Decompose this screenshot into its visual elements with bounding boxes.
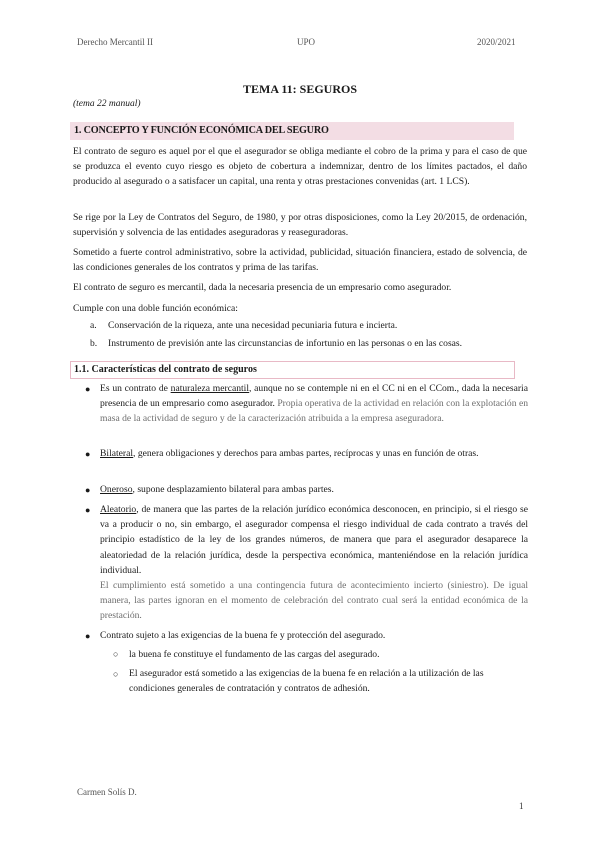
bullet-icon: ● [85,384,91,394]
bullet-icon: ● [85,449,91,459]
bullet-icon: ● [85,505,91,515]
page-subtitle: (tema 22 manual) [73,99,141,109]
bullet-icon: ● [85,485,91,495]
paragraph-mercantile: El contrato de seguro es mercantil, dada la necesaria presencia de un empresario como asegurador. [73,282,452,293]
header-year: 2020/2021 [477,37,516,47]
bullet-oneroso: Oneroso, supone desplazamiento bilateral para ambas partes. [100,484,334,495]
section-heading-1: 1. CONCEPTO Y FUNCIÓN ECONÓMICA DEL SEGURO [70,122,514,140]
header-course: Derecho Mercantil II [77,37,153,47]
page-title: TEMA 11: SEGUROS [242,82,358,96]
footer-author: Carmen Solís D. [77,787,137,797]
bullet-mercantile: Es un contrato de naturaleza mercantil, aunque no se contemple ni en el CC ni en el CCom., dada la necesaria presencia de un empresario como asegurador. Propia operativa de la actividad en relación con la explotación en masa de la actividad de seguro y de la caracterización atribuida a la empresa aseguradora. [100,383,528,425]
bullet-icon: ● [85,631,91,641]
bullet-aleatorio-note: El cumplimiento está sometido a una contingencia futura de acontecimiento incierto (siniestro). De igual manera, las partes ignoran en el momento de celebración del contrato cual será la entidad económica de la prestación. [100,580,528,622]
bullet-buena-fe: Contrato sujeto a las exigencias de la buena fe y protección del asegurado. [100,630,386,641]
list-marker: b. [90,338,98,349]
sub-bullet-icon: ○ [113,649,119,659]
paragraph-definition: El contrato de seguro es aquel por el que el asegurador se obliga mediante el cobro de la prima y para el caso de que se produzca el evento cuyo riesgo es objeto de cobertura a indemnizar, dentro de los límites pactados, el daño producido al asegurado o a satisfacer un capital, una renta y otras prestaciones convenidas (art. 1 LCS). [73,146,527,188]
bullet-aleatorio: Aleatorio, de manera que las partes de la relación jurídico económica desconocen, en principio, si el riesgo se va a producir o no, sin embargo, el asegurador compensa el riesgo individual de cada contrato a través del principio estadístico de la ley de los grandes números, de manera que para el asegurador desaparece la aleatoriedad de la relación jurídica, desde la perspectiva económica, manteniéndose en la relación jurídica individual. [100,504,528,576]
header-university: UPO [297,37,316,47]
list-item: Conservación de la riqueza, ante una necesidad pecuniaria futura e incierta. [108,320,398,331]
sub-bullet-item: El asegurador está sometido a las exigencias de la buena fe en relación a la utilización de las condiciones generales de contratación y contratos de adhesión. [129,668,484,695]
bullet-bilateral: Bilateral, genera obligaciones y derechos para ambas partes, recíprocas y unas en función de otras. [100,448,479,459]
list-marker: a. [90,320,97,331]
sub-bullet-icon: ○ [113,669,119,679]
list-item: Instrumento de previsión ante las circunstancias de infortunio en las personas o en las cosas. [108,338,463,349]
page-number: 1 [519,801,524,811]
sub-bullet-item: la buena fe constituye el fundamento de las cargas del asegurado. [129,649,380,660]
paragraph-control: Sometido a fuerte control administrativo, sobre la actividad, publicidad, situación financiera, estado de solvencia, de las condiciones generales de los contratos y prima de las tarifas. [73,247,527,274]
paragraph-regulation: Se rige por la Ley de Contratos del Seguro, de 1980, y por otras disposiciones, como la Ley 20/2015, de ordenación, supervisión y solvencia de las entidades aseguradoras y reaseguradoras. [73,212,527,239]
paragraph-function: Cumple con una doble función económica: [73,303,238,314]
section-heading-1-1: 1.1. Características del contrato de seguros [70,361,515,379]
